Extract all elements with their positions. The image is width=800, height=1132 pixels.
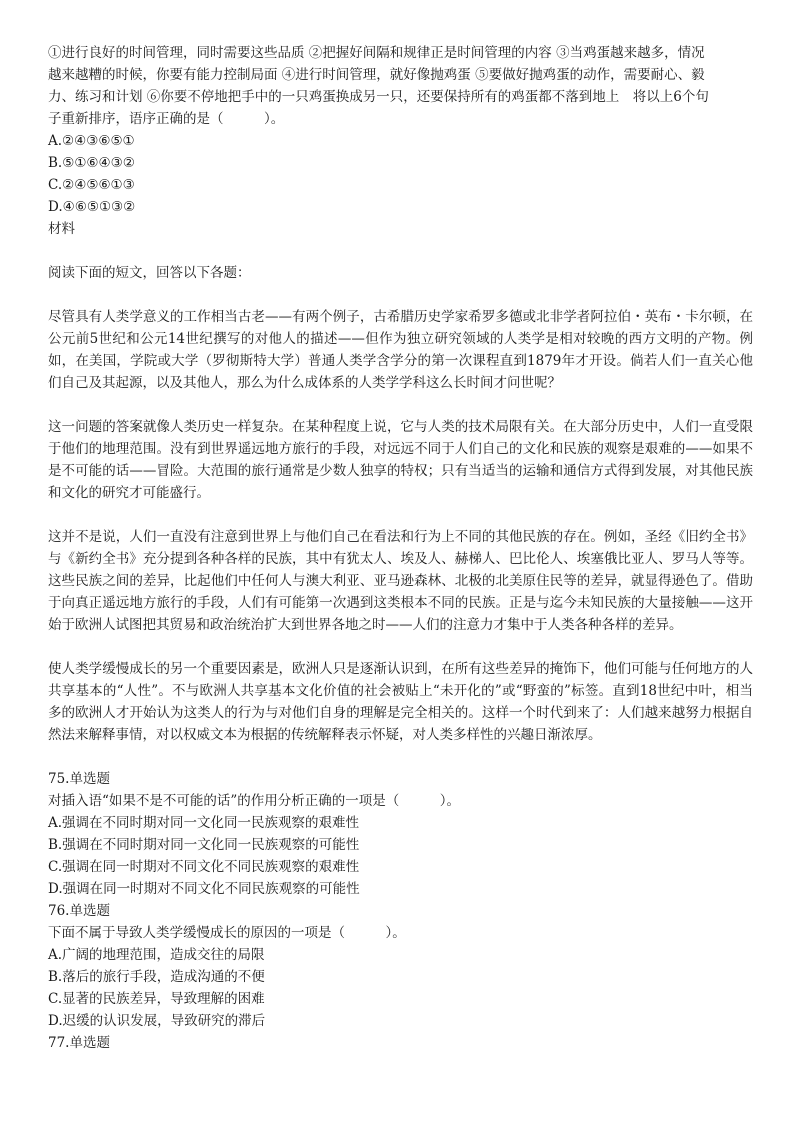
option-a: A.广阔的地理范围，造成交往的局限 — [48, 947, 265, 963]
option-d: D.④⑥⑤①③② — [48, 199, 136, 215]
passage-paragraph-4: 使人类学缓慢成长的另一个重要因素是，欧洲人只是逐渐认识到，在所有这些差异的掩饰下，他们可能与任何地方的人共享基本的“人性”。不与欧洲人共享基本文化价值的社会被贴上“未开化的”或“野蛮的”标签。直到18世纪中叶，相当多的欧洲人才开始认为这类人的行为与对他们自身的理解是完全相关的。这样一个时代到来了：人们越来越努力根据自然法来解释事情，对以权威文本为根据的传统解释表示怀疑，对人类多样性的兴趣日渐浓厚。 — [48, 661, 753, 743]
question-75 — [48, 768, 753, 900]
question-stem: 下面不属于导致人类学缓慢成长的原因的一项是（ ）。 — [48, 925, 406, 941]
question-stem-line: 越来越糟的时候，你要有能力控制局面 ④进行时间管理，就好像抛鸡蛋 ⑤要做好抛鸡蛋的动作，需要耐心、毅 — [48, 67, 705, 83]
question-74 — [48, 42, 753, 218]
reading-intro: 阅读下面的短文，回答以下各题： — [48, 265, 251, 281]
question-stem-line: 子重新排序，语序正确的是（ ）。 — [48, 111, 285, 127]
option-c: C.②④⑤⑥①③ — [48, 177, 135, 193]
passage-paragraph-2: 这一问题的答案就像人类历史一样复杂。在某种程度上说，它与人类的技术局限有关。在大部分历史中，人们一直受限于他们的地理范围。没有到世界遥远地方旅行的手段，对远远不同于人们自己的文化和民族的观察是艰难的——如果不是不可能的话——冒险。大范围的旅行通常是少数人独享的特权；只有当适当的运输和通信方式得到发展，对其他民族和文化的研究才可能盛行。 — [48, 419, 753, 501]
passage-paragraph-3: 这并不是说，人们一直没有注意到世界上与他们自己在看法和行为上不同的其他民族的存在。例如，圣经《旧约全书》与《新约全书》充分提到各种各样的民族，其中有犹太人、埃及人、赫梯人、巴比伦人、埃塞俄比亚人、罗马人等等。这些民族之间的差异，比起他们中任何人与澳大利亚、亚马逊森林、北极的北美原住民等的差异，就显得逊色了。借助于向真正遥远地方旅行的手段，人们有可能第一次遇到这类根本不同的民族。正是与迄今未知民族的大量接触——这开始于欧洲人试图把其贸易和政治统治扩大到世界各地之时——人们的注意力才集中于人类各种各样的差异。 — [48, 529, 753, 633]
question-76 — [48, 900, 753, 1032]
option-b: B.⑤①⑥④③② — [48, 155, 135, 171]
option-b: B.强调在不同时期对同一文化同一民族观察的可能性 — [48, 837, 360, 853]
option-b: B.落后的旅行手段，造成沟通的不便 — [48, 969, 265, 985]
passage-paragraph-1: 尽管具有人类学意义的工作相当古老——有两个例子，古希腊历史学家希罗多德或北非学者阿拉伯・英布・卡尔顿，在公元前5世纪和公元14世纪撰写的对他人的描述——但作为独立研究领域的人类学是相对较晚的西方文明的产物。例如，在美国，学院或大学（罗彻斯特大学）普通人类学含学分的第一次课程直到1879年才开设。倘若人们一直关心他们自己及其起源，以及其他人，那么为什么成体系的人类学学科这么长时间才问世呢？ — [48, 309, 753, 391]
question-header: 76.单选题 — [48, 903, 110, 919]
option-c: C.显著的民族差异，导致理解的困难 — [48, 991, 265, 1007]
document-page — [48, 42, 753, 1054]
material-label: 材料 — [48, 221, 75, 237]
question-77 — [48, 1032, 753, 1054]
option-a: A.②④③⑥⑤① — [48, 133, 135, 149]
question-stem-line: ①进行良好的时间管理，同时需要这些品质 ②把握好间隔和规律正是时间管理的内容 ③当鸡蛋越来越多，情况 — [48, 45, 705, 61]
option-d: D.强调在同一时期对不同文化不同民族观察的可能性 — [48, 881, 360, 897]
option-c: C.强调在同一时期对不同文化不同民族观察的艰难性 — [48, 859, 360, 875]
question-stem: 对插入语“如果不是不可能的话”的作用分析正确的一项是（ ）。 — [48, 793, 461, 809]
question-header: 77.单选题 — [48, 1035, 110, 1051]
option-d: D.迟缓的认识发展，导致研究的滞后 — [48, 1013, 266, 1029]
question-stem-line: 力、练习和计划 ⑥你要不停地把手中的一只鸡蛋换成另一只，还要保持所有的鸡蛋都不落到地上 将以上6个句 — [48, 89, 709, 105]
question-header: 75.单选题 — [48, 771, 110, 787]
option-a: A.强调在不同时期对同一文化同一民族观察的艰难性 — [48, 815, 360, 831]
